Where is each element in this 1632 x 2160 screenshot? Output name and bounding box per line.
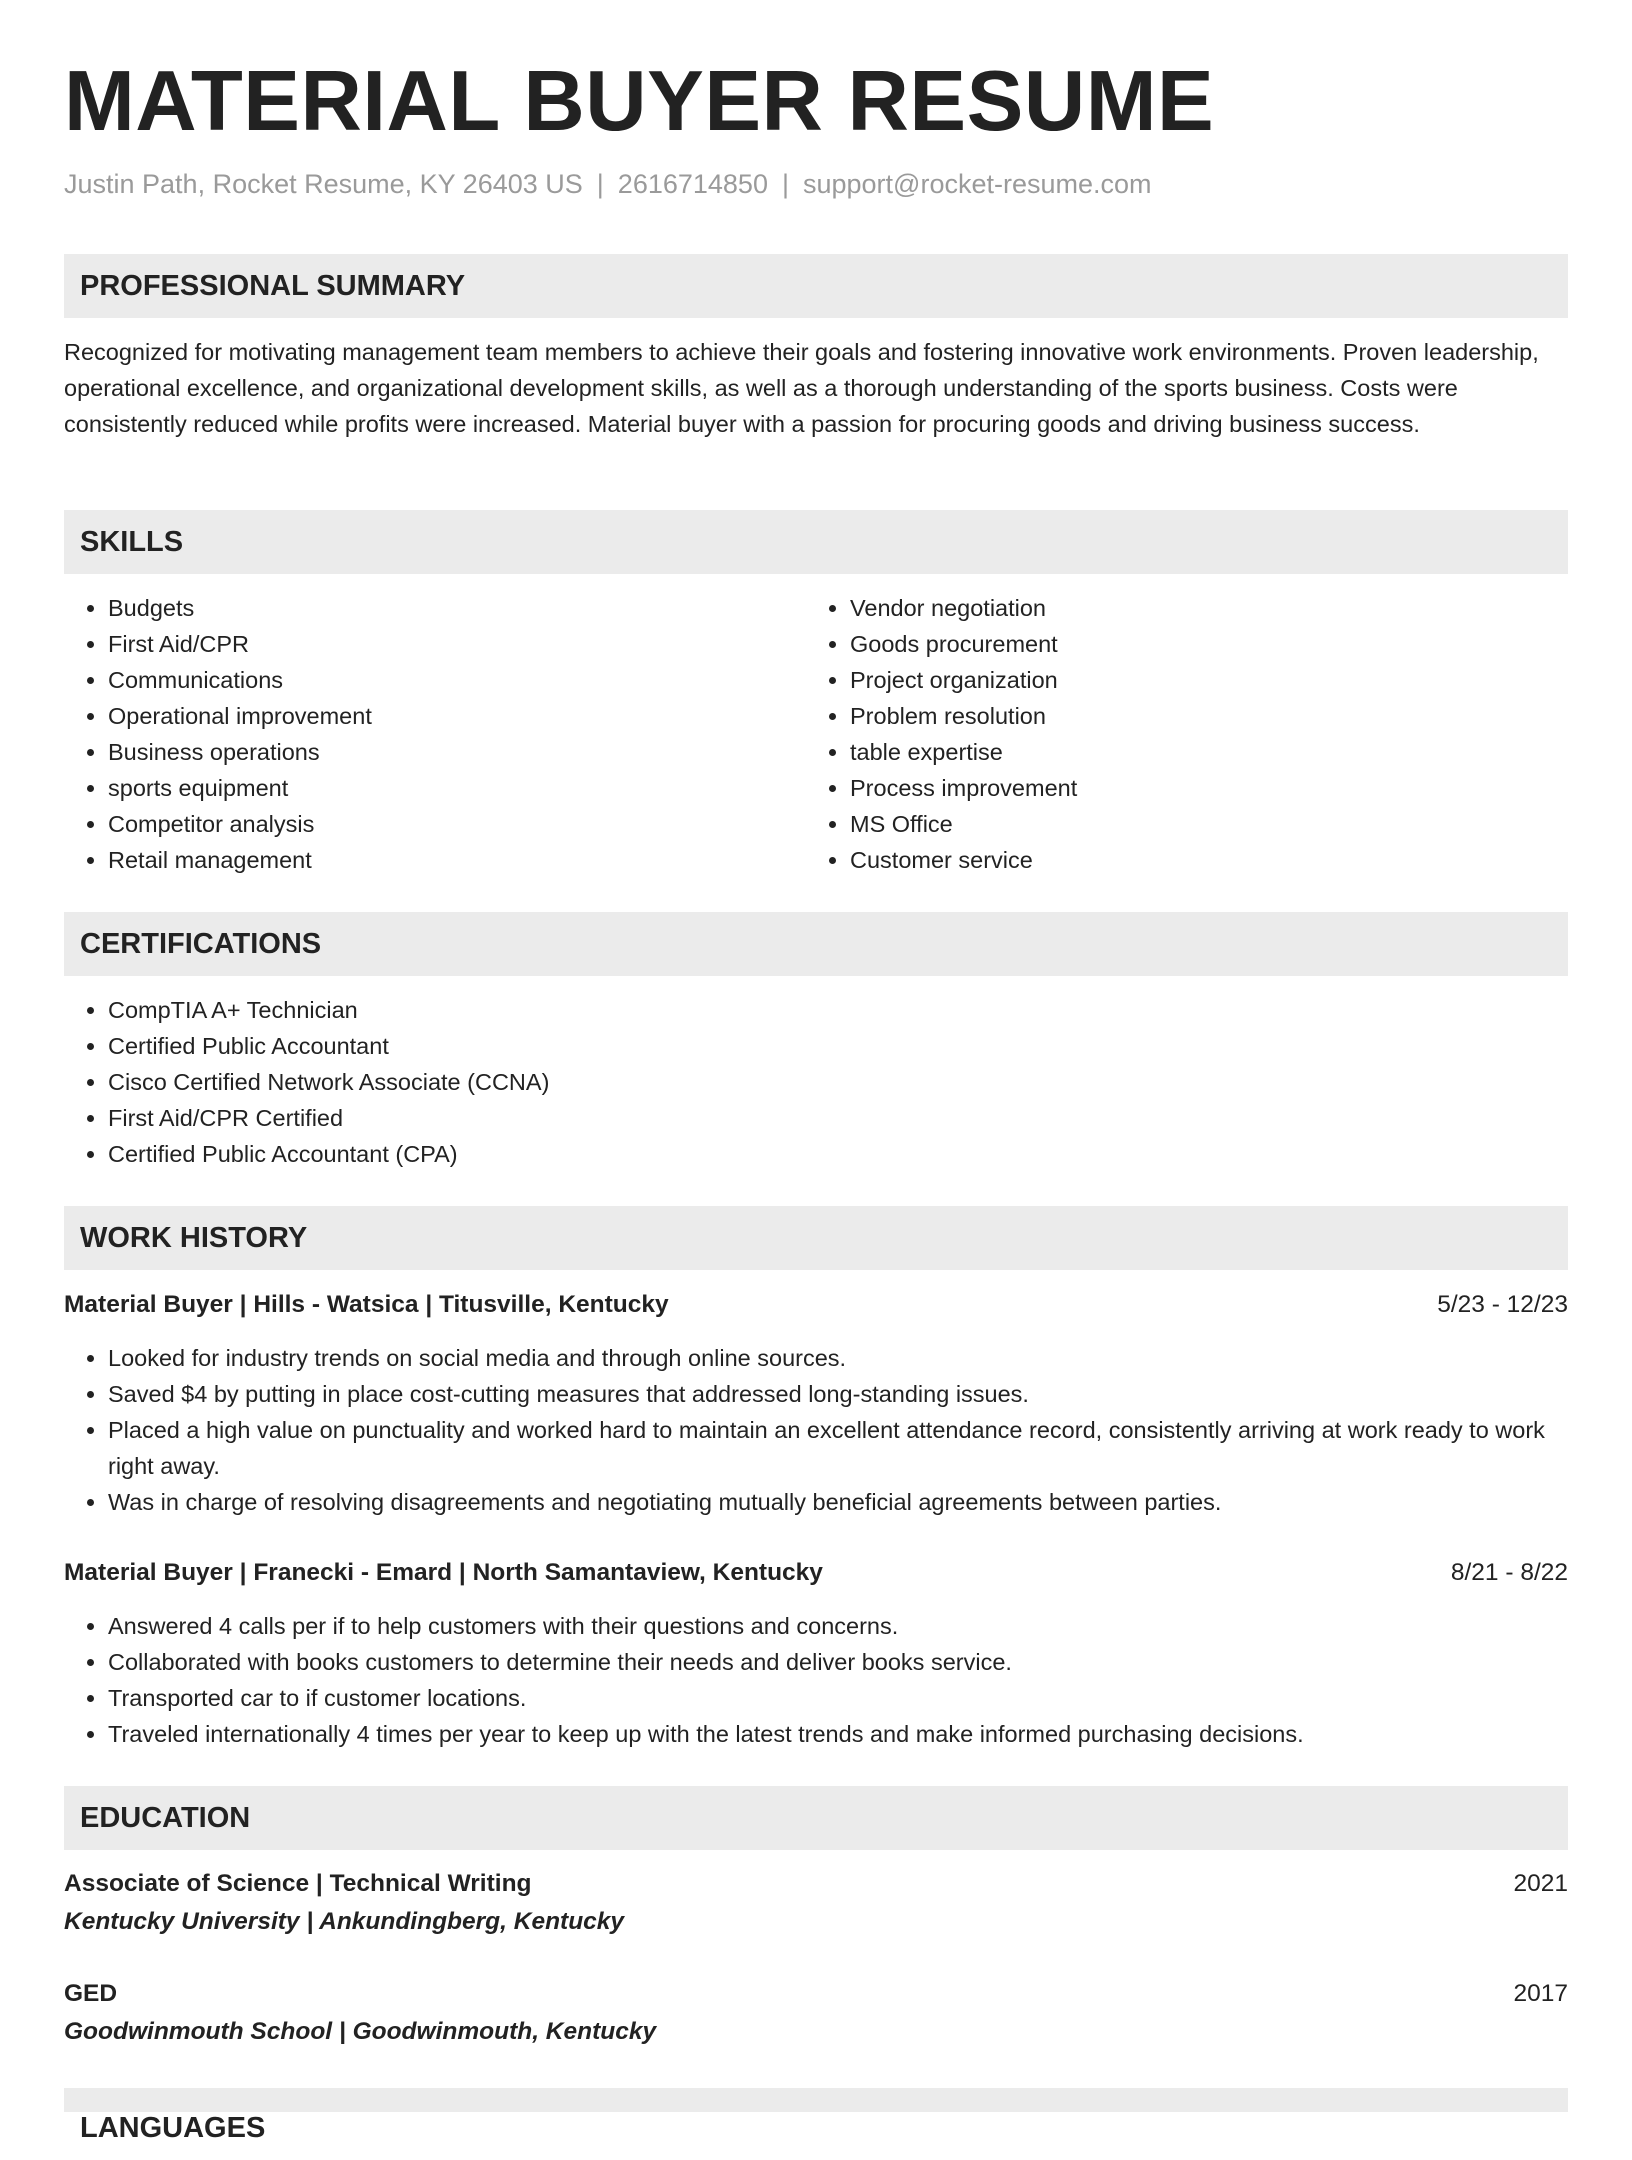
certifications-heading: CERTIFICATIONS [80,928,322,960]
job-title: Material Buyer | Hills - Watsica | Titusville, Kentucky [64,1291,669,1318]
education-entry-header [64,1866,1568,1902]
certification-item: • CompTIA A+ Technician [108,992,1568,1028]
skill-item: • First Aid/CPR [108,626,808,662]
skill-item: • Operational improvement [108,698,808,734]
education-entry-header [64,1976,1568,2012]
education-degree: Associate of Science | Technical Writing [64,1870,532,1897]
skill-item: • Process improvement [850,770,1550,806]
education-section-header [64,1786,1568,1850]
job-bullet: • Looked for industry trends on social media and through online sources. [108,1340,1568,1376]
skill-item: • Goods procurement [850,626,1550,662]
job-bullet: • Placed a high value on punctuality and worked hard to maintain an excellent attendance record, consistently arriving at work ready to work right away. [108,1412,1568,1484]
job-dates: 8/21 - 8/22 [1450,1559,1568,1586]
skill-item: • Competitor analysis [108,806,808,842]
certification-item: • Certified Public Accountant [108,1028,1568,1064]
job-bullet: • Saved $4 by putting in place cost-cutting measures that addressed long-standing issues. [108,1376,1568,1412]
job-title: Material Buyer | Franecki - Emard | North Samantaview, Kentucky [64,1559,823,1586]
work-heading: WORK HISTORY [80,1222,308,1254]
job-bullet: • Transported car to if customer locations. [108,1680,1568,1716]
education-school: Kentucky University | Ankundingberg, Kentucky [64,1908,625,1935]
job-bullets [64,1608,1568,1752]
job-bullet: • Answered 4 calls per if to help customers with their questions and concerns. [108,1608,1568,1644]
work-section-header [64,1206,1568,1270]
education-degree: GED [64,1980,118,2007]
skills-section-header [64,510,1568,574]
certification-item: • Cisco Certified Network Associate (CCNA) [108,1064,1568,1100]
skill-item: • Problem resolution [850,698,1550,734]
certifications-section-header [64,912,1568,976]
skill-item: • Retail management [108,842,808,878]
job-header [64,1287,1568,1323]
languages-section-header [64,2088,1568,2144]
education-heading: EDUCATION [80,1802,251,1834]
skill-item: • Budgets [108,590,808,626]
education-year: 2017 [1513,1980,1568,2007]
skill-item: • table expertise [850,734,1550,770]
resume-title: MATERIAL BUYER RESUME [64,54,1215,149]
skills-heading: SKILLS [80,526,184,558]
contact-address: Justin Path, Rocket Resume, KY 26403 US [64,169,583,199]
education-school: Goodwinmouth School | Goodwinmouth, Kentucky [64,2018,657,2045]
skill-item: • Business operations [108,734,808,770]
skill-item: • MS Office [850,806,1550,842]
job-bullet: • Was in charge of resolving disagreements and negotiating mutually beneficial agreements between parties. [108,1484,1568,1520]
job-bullets [64,1340,1568,1520]
job-bullet: • Collaborated with books customers to determine their needs and deliver books service. [108,1644,1568,1680]
summary-text: Recognized for motivating management team members to achieve their goals and fostering innovative work environments. Proven leadership, operational excellence, and organizational development skills, as well as a thorough understanding of the sports business. Costs were consistently reduced while profits were increased. Material buyer with a passion for procuring goods and driving business success. [64,339,1539,437]
education-year: 2021 [1513,1870,1568,1897]
summary-section-header [64,254,1568,318]
contact-phone: 2616714850 [617,169,768,199]
contact-separator: | [596,169,604,199]
skill-item: • Vendor negotiation [850,590,1550,626]
certification-item: • First Aid/CPR Certified [108,1100,1568,1136]
job-bullet: • Traveled internationally 4 times per year to keep up with the latest trends and make informed purchasing decisions. [108,1716,1568,1752]
languages-heading: LANGUAGES [80,2112,266,2144]
skills-list-right [806,590,1550,878]
skill-item: • Customer service [850,842,1550,878]
certifications-list [64,992,1568,1172]
contact-email[interactable]: support@rocket-resume.com [802,169,1152,199]
job-header [64,1555,1568,1591]
skill-item: • Communications [108,662,808,698]
contact-separator: | [781,169,789,199]
certification-item: • Certified Public Accountant (CPA) [108,1136,1568,1172]
skill-item: • sports equipment [108,770,808,806]
skills-list-left [64,590,808,878]
job-dates: 5/23 - 12/23 [1437,1291,1568,1318]
contact-line [64,166,1152,202]
summary-heading: PROFESSIONAL SUMMARY [80,270,466,302]
skill-item: • Project organization [850,662,1550,698]
